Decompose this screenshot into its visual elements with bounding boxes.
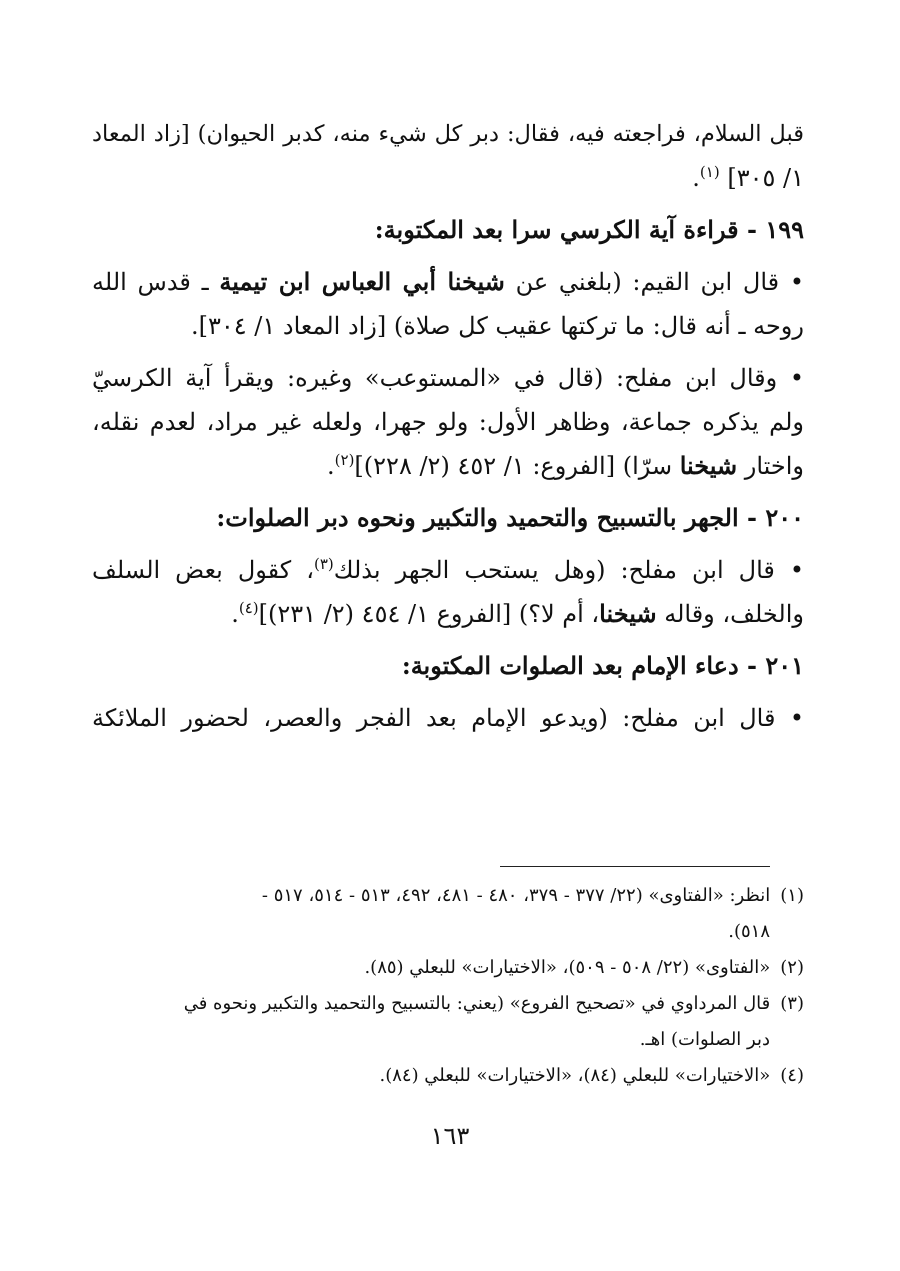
main-text [92,112,804,748]
text-run: ، كقول بعض السلف [92,556,314,584]
footnote-ref: (٤) [238,599,259,617]
footnote-text: انظر: «الفتاوى» (٢٢/ ٣٧٧ - ٣٧٩، ٤٨٠ - ٤٨١، ٤٩٢، ٥١٣ - ٥١٤، ٥١٧ - [261,885,771,906]
footnote-text: «الاختيارات» للبعلي (٨٤)، «الاختيارات» للبعلي (٨٤). [379,1065,771,1086]
footnote-continuation: ٥١٨). [728,921,770,942]
text-run: • قال ابن مفلح: (وهل يستحب الجهر بذلك [333,556,805,584]
paragraph [92,356,804,488]
footnote [92,1058,804,1094]
footnote-ref: (٢) [334,451,355,469]
text-run: سرّا) [الفروع: ١/ ٤٥٢ (٢/ ٢٢٨)] [354,452,680,480]
text-line: • وقال ابن مفلح: (قال في «المستوعب» وغيره: ويقرأ آية الكرسيّ [92,364,804,392]
footnote-ref: (٣) [313,555,334,573]
text-run: • قال ابن القيم: (بلغني عن [504,268,804,296]
footnote [92,986,804,1058]
paragraph [92,696,804,740]
footnotes [92,878,804,1094]
paragraph [92,260,804,348]
footnote-separator [500,866,770,867]
footnote-text: قال المرداوي في «تصحيح الفروع» (يعني: بالتسبيح والتحميد والتكبير ونحوه في [183,993,771,1014]
footnote-number: (٤) [780,1065,804,1086]
section-heading-201: ٢٠١ - دعاء الإمام بعد الصلوات المكتوبة: [401,651,804,680]
page-number: ١٦٣ [430,1122,470,1150]
bold-name: شيخنا أبي العباس ابن تيمية [219,267,505,296]
text-run: ، أم لا؟) [الفروع ١/ ٤٥٤ (٢/ ٢٣١)] [258,600,600,628]
text-line: ١/ ٣٠٥] $^{(١)}$. [692,163,804,192]
footnote-ref: (١) [699,163,720,181]
text-line: واختار شيخنا سرّا) [الفروع: ١/ ٤٥٢ (٢/ ٢٢٨)]$^{(٢)}$. [327,451,804,480]
bold-name: شيخنا [599,599,657,628]
section-heading-200: ٢٠٠ - الجهر بالتسبيح والتحميد والتكبير ونحوه دبر الصلوات: [216,503,804,532]
text-run: والخلف، وقاله [656,600,804,628]
citation: ١/ ٣٠٥] [727,164,804,192]
footnote-continuation: دبر الصلوات) اهـ. [639,1029,770,1050]
footnote-line [92,878,804,914]
footnote-number: (٣) [780,993,804,1014]
bold-name: شيخنا [679,451,738,480]
text-line [92,548,804,592]
footnote-number: (٢) [780,957,804,978]
text-line: • قال ابن مفلح: (ويدعو الإمام بعد الفجر والعصر، لحضور الملائكة [92,704,804,732]
footnote-line [92,1058,804,1094]
text-line: ولم يذكره جماعة، وظاهر الأول: ولو جهرا، ولعله غير مراد، لعدم نقله، [92,408,804,436]
text-line: روحه ـ أنه قال: ما تركتها عقيب كل صلاة) [زاد المعاد ١/ ٣٠٤]. [190,312,804,340]
footnote-line [92,986,804,1022]
paragraph [92,112,804,200]
section-heading-199: ١٩٩ - قراءة آية الكرسي سرا بعد المكتوبة: [374,215,804,244]
footnote-line [92,950,804,986]
footnote-number: (١) [780,885,804,906]
text-run: واختار [737,452,804,480]
text-line [92,260,804,304]
footnote-text: «الفتاوى» (٢٢/ ٥٠٨ - ٥٠٩)، «الاختيارات» للبعلي (٨٥). [364,957,771,978]
text-line: والخلف، وقاله شيخنا، أم لا؟) [الفروع ١/ ٤٥٤ (٢/ ٢٣١)]$^{(٤)}$. [231,599,804,628]
footnote [92,878,804,950]
footnote [92,950,804,986]
paragraph [92,548,804,636]
text-line: قبل السلام، فراجعته فيه، فقال: دبر كل شيء منه، كدبر الحيوان) [زاد المعاد [92,121,804,147]
text-run: ـ قدس الله [92,268,220,296]
